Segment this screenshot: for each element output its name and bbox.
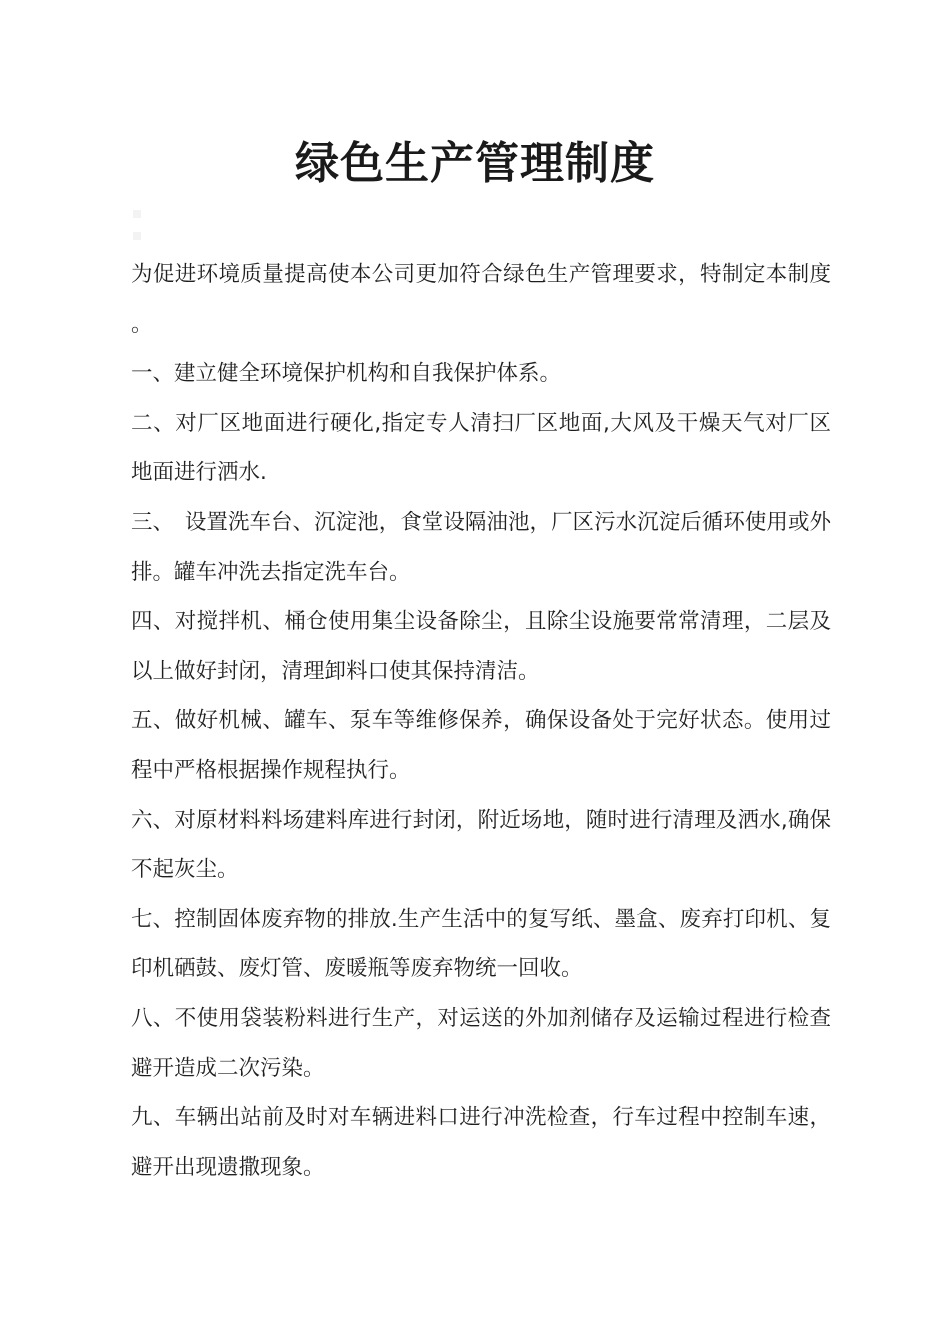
clause-4: 四、对搅拌机、桶仓使用集尘设备除尘，且除尘设施要常常清理，二层及以上做好封闭，清理卸料口使其保持清洁。 xyxy=(131,609,831,684)
faint-mark xyxy=(133,210,141,218)
clause-7: 七、控制固体废弃物的排放.生产生活中的复写纸、墨盒、废弃打印机、复印机硒鼓、废灯管、废暖瓶等废弃物统一回收。 xyxy=(131,906,831,982)
document-title: 绿色生产管理制度 xyxy=(295,138,655,189)
intro-paragraph: 为促进环境质量提高使本公司更加符合绿色生产管理要求，特制定本制度。 xyxy=(131,262,831,337)
clause-5: 五、做好机械、罐车、泵车等维修保养，确保设备处于完好状态。使用过程中严格根据操作规程执行。 xyxy=(131,708,831,783)
clause-3: 三、 设置洗车台、沉淀池，食堂设隔油池，厂区污水沉淀后循环使用或外排。罐车冲洗去指定洗车台。 xyxy=(131,509,831,585)
clause-8: 八、不使用袋装粉料进行生产，对运送的外加剂储存及运输过程进行检查避开造成二次污染。 xyxy=(131,1005,831,1081)
clause-2: 二、对厂区地面进行硬化,指定专人清扫厂区地面,大风及干燥天气对厂区地面进行洒水. xyxy=(131,410,831,486)
clause-6: 六、对原材料料场建料库进行封闭，附近场地，随时进行清理及洒水,确保不起灰尘。 xyxy=(131,807,831,883)
faint-mark xyxy=(133,232,141,240)
clause-1: 一、建立健全环境保护机构和自我保护体系。 xyxy=(131,361,562,387)
clause-9: 九、车辆出站前及时对车辆进料口进行冲洗检查，行车过程中控制车速，避开出现遗撒现象。 xyxy=(131,1105,831,1180)
document-body xyxy=(131,250,831,1192)
